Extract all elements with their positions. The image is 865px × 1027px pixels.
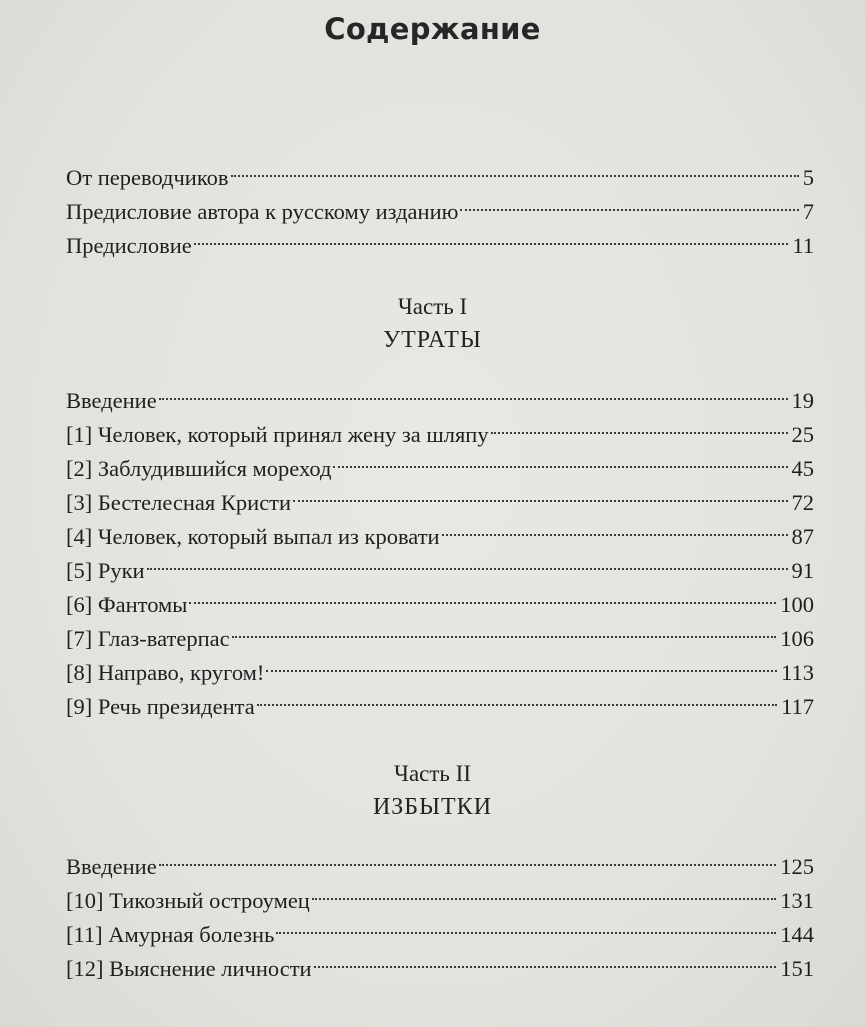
entry-label: Предисловие автора к русскому изданию (66, 199, 459, 224)
entry-label: [9] Речь президента (66, 694, 255, 719)
entry-page-number: 19 (791, 388, 814, 413)
toc-entry (66, 544, 814, 583)
dot-leader (333, 442, 789, 476)
dot-leader (276, 908, 778, 942)
entry-label: [10] Тикозный остроумец (66, 888, 310, 913)
entry-page-number: 7 (802, 199, 814, 224)
entry-page-number: 11 (792, 233, 814, 258)
entry-label: Введение (66, 854, 157, 879)
dot-leader (159, 374, 790, 408)
dot-leader (189, 578, 778, 612)
part-1-heading: Часть I (397, 294, 468, 319)
dot-leader (232, 612, 779, 646)
entry-label: [1] Человек, который принял жену за шляпу (66, 422, 489, 447)
part-2-heading: Часть II (394, 761, 471, 786)
front-matter-list (66, 151, 814, 258)
dot-leader (312, 874, 778, 908)
toc-entry (66, 578, 814, 617)
entry-page-number: 91 (791, 558, 814, 583)
entry-page-number: 125 (780, 854, 814, 879)
entry-label: [11] Амурная болезнь (66, 922, 275, 947)
toc-entry (66, 374, 814, 413)
dot-leader (293, 476, 789, 510)
dot-leader (194, 219, 791, 253)
part-2-title: ИЗБЫТКИ (372, 794, 493, 820)
part-2-list (66, 840, 814, 981)
entry-label: Предисловие (66, 233, 192, 258)
toc-entry (66, 874, 814, 913)
entry-page-number: 117 (781, 694, 814, 719)
dot-leader (314, 942, 779, 976)
dot-leader (442, 510, 790, 544)
entry-label: [6] Фантомы (66, 592, 188, 617)
part-1-title: УТРАТЫ (383, 327, 482, 353)
dot-leader (147, 544, 790, 578)
dot-leader (266, 646, 779, 680)
toc-entry (66, 408, 814, 447)
toc-entry (66, 151, 814, 190)
dot-leader (159, 840, 779, 874)
entry-label: [12] Выяснение личности (66, 956, 312, 981)
entry-label: [8] Направо, кругом! (66, 660, 265, 685)
entry-label: Введение (66, 388, 157, 413)
entry-label: [5] Руки (66, 558, 145, 583)
dot-leader (491, 408, 790, 442)
entry-page-number: 144 (780, 922, 814, 947)
entry-page-number: 25 (791, 422, 814, 447)
dot-leader (257, 680, 779, 714)
part-1-list (66, 374, 814, 719)
entry-label: [3] Бестелесная Кристи (66, 490, 292, 515)
dot-leader (231, 151, 801, 185)
entry-page-number: 87 (791, 524, 814, 549)
entry-page-number: 151 (780, 956, 814, 981)
entry-label: От переводчиков (66, 165, 229, 190)
page-title: Содержание (324, 12, 541, 46)
entry-page-number: 131 (780, 888, 814, 913)
entry-page-number: 45 (791, 456, 814, 481)
entry-page-number: 72 (791, 490, 814, 515)
entry-label: [4] Человек, который выпал из кровати (66, 524, 440, 549)
toc-entry (66, 840, 814, 879)
entry-page-number: 106 (780, 626, 814, 651)
dot-leader (460, 185, 800, 219)
entry-page-number: 113 (781, 660, 814, 685)
entry-page-number: 100 (780, 592, 814, 617)
entry-label: [2] Заблудившийся мореход (66, 456, 332, 481)
entry-label: [7] Глаз-ватерпас (66, 626, 230, 651)
entry-page-number: 5 (802, 165, 814, 190)
